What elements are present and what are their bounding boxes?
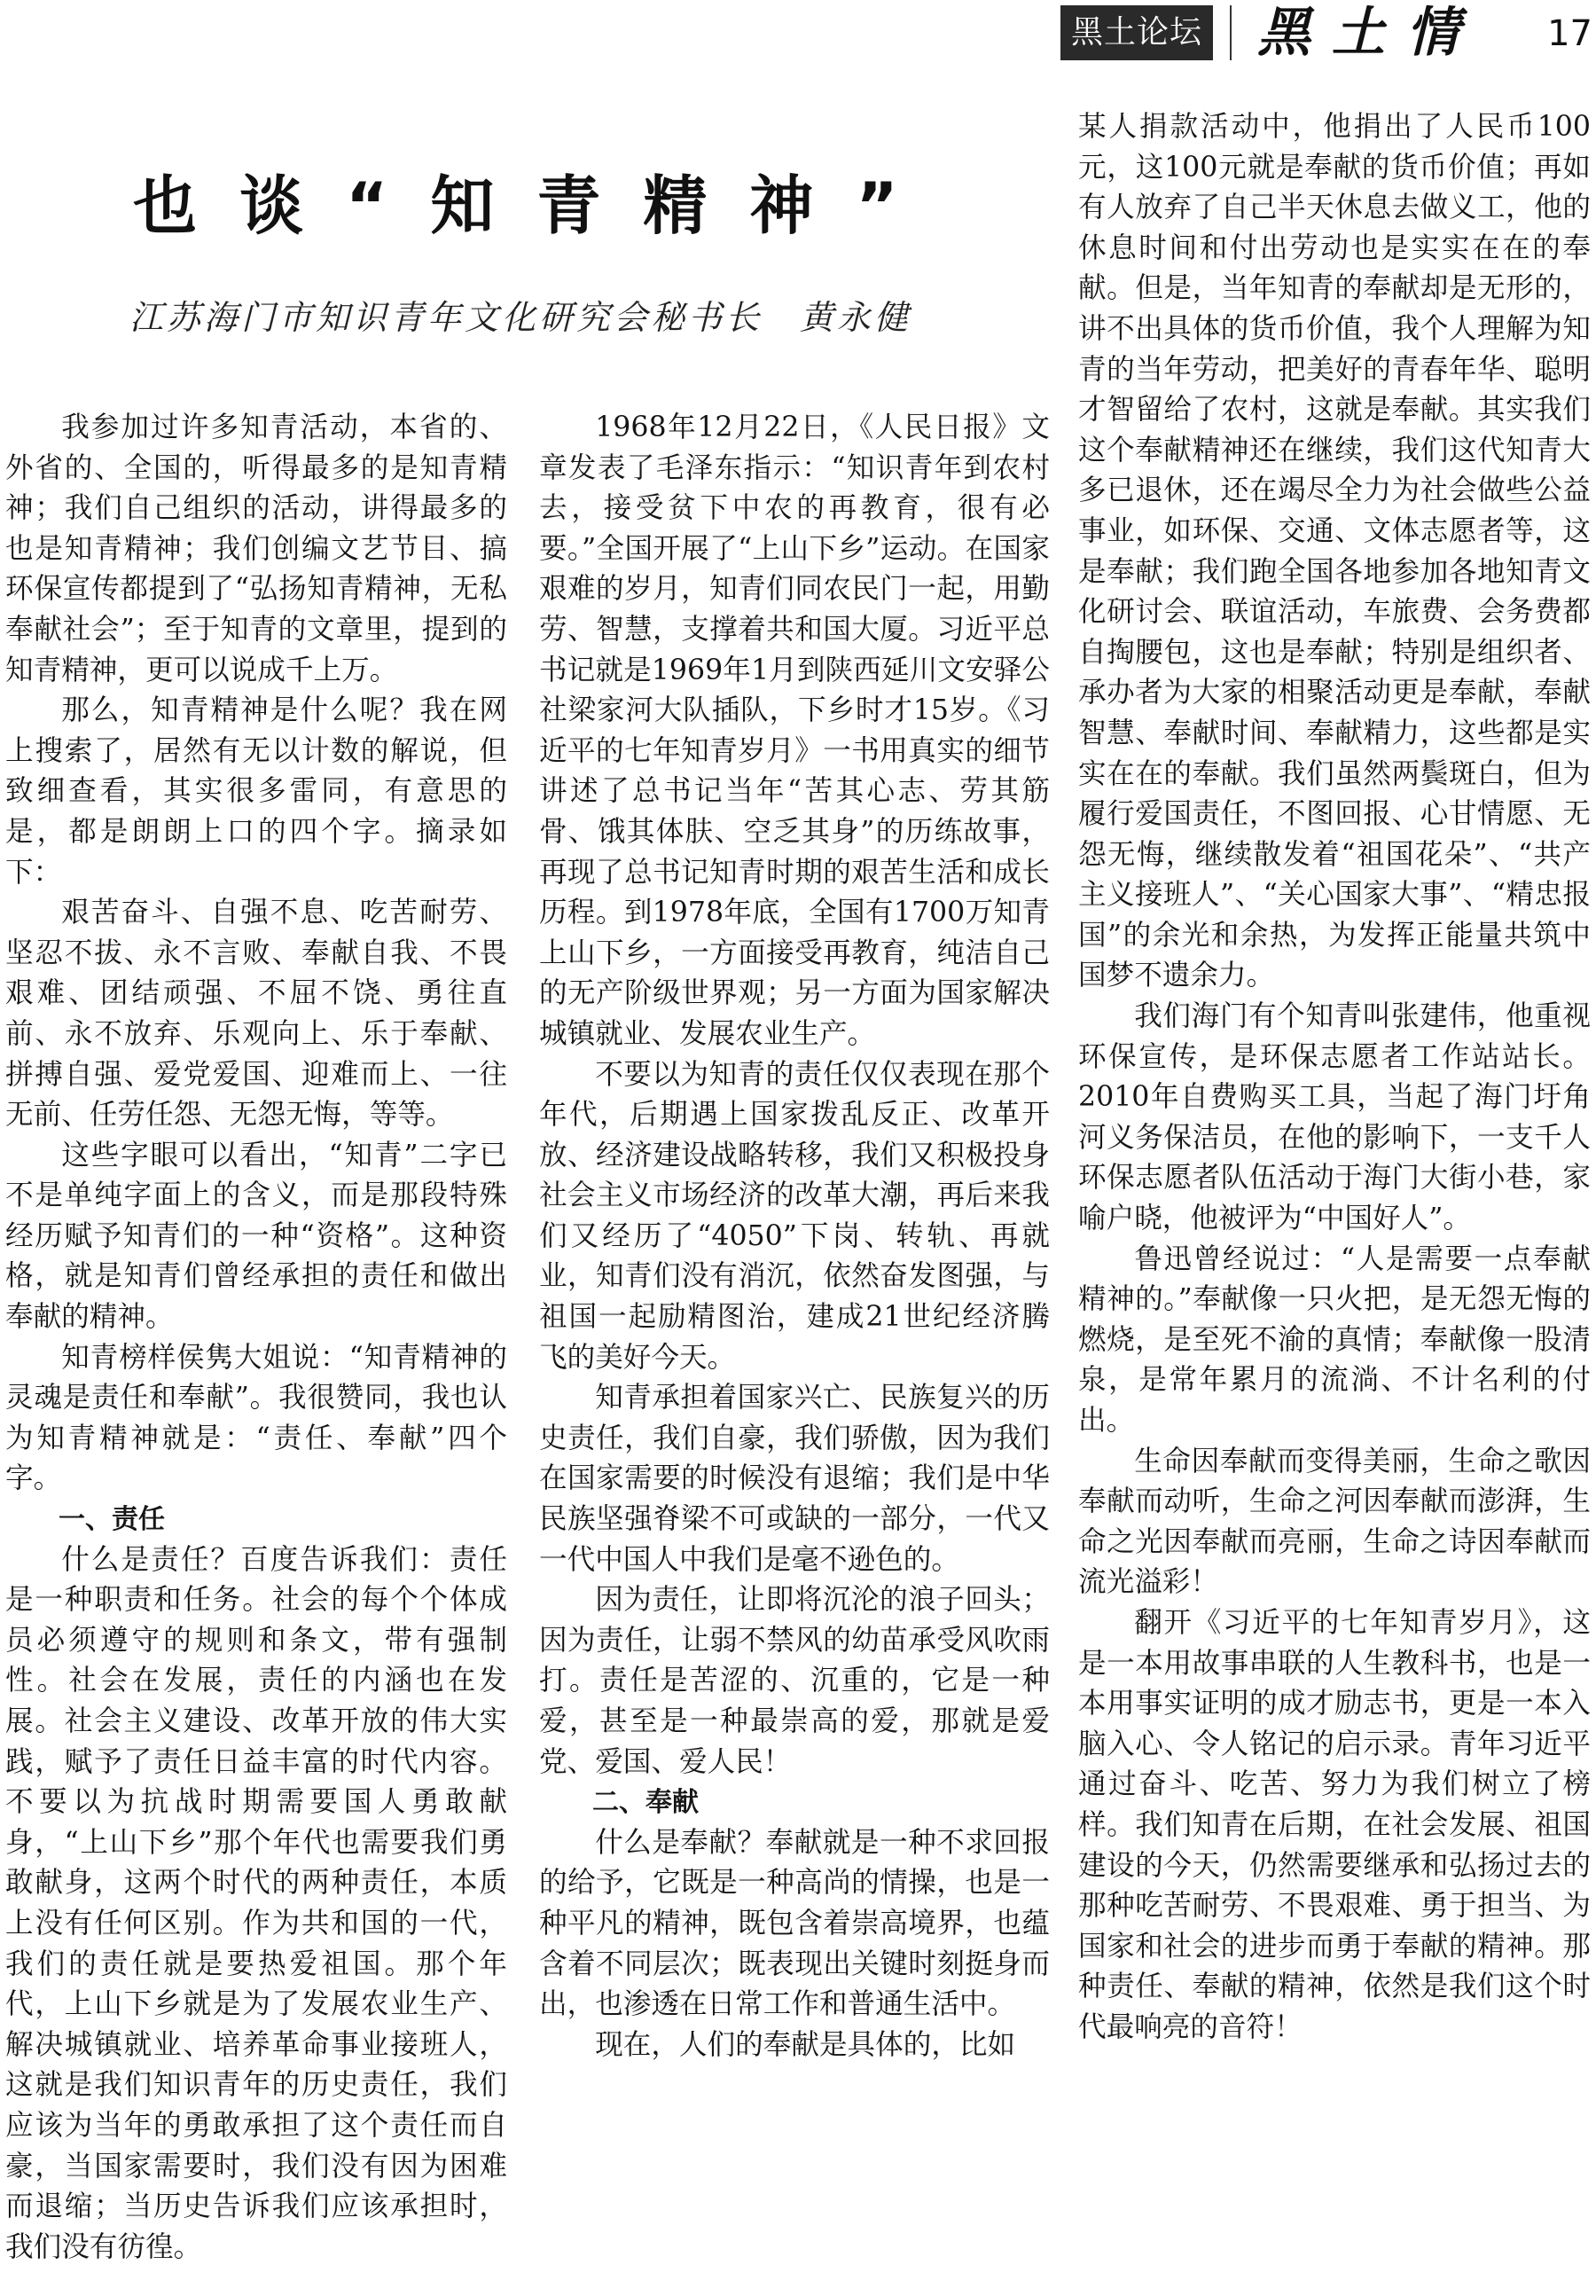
article-byline: 江苏海门市知识青年文化研究会秘书长 黄永健 (129, 298, 912, 337)
paragraph: 什么是责任？百度告诉我们：责任是一种职责和任务。社会的每个个体成员必须遵守的规则和条文，带有强制性。社会在发展，责任的内涵也在发展。社会主义建设、改革开放的伟大实践，赋予了责任日益丰富的时代内容。不要以为抗战时期需要国人勇敢献身，“上山下乡”那个年代也需要我们勇敢献身，这两个时代的两种责任，本质上没有任何区别。作为共和国的一代，我们的责任就是要热爱祖国。那个年代，上山下乡就是为了发展农业生产、解决城镇就业、培养革命事业接班人，这就是我们知识青年的历史责任，我们应该为当年的勇敢承担了这个责任而自豪，当国家需要时，我们没有因为困难而退缩；当历史告诉我们应该承担时，我们没有彷徨。 (5, 1543, 507, 2263)
paragraph: 什么是奉献？奉献就是一种不求回报的给予，它既是一种高尚的情操，也是一种平凡的精神，既包含着崇高境界，也蕴含着不同层次；既表现出关键时刻挺身而出，也渗透在日常工作和普通生活中。 (539, 1826, 1050, 2021)
paragraph: 知青榜样侯隽大姐说：“知青精神的灵魂是责任和奉献”。我很赞同，我也认为知青精神就是：“责任、奉献”四个字。 (5, 1341, 507, 1495)
text-column-3 (1078, 107, 1591, 2049)
paragraph: 翻开《习近平的七年知青岁月》，这是一本用故事串联的人生教科书，也是一本用事实证明的成才励志书，更是一本入脑入心、令人铭记的启示录。青年习近平通过奋斗、吃苦、努力为我们树立了榜样。我们知青在后期，在社会发展、祖国建设的今天，仍然需要继承和弘扬过去的那种吃苦耐劳、不畏艰难、勇于担当、为国家和社会的进步而勇于奉献的精神。那种责任、奉献的精神，依然是我们这个时代最响亮的音符！ (1078, 1606, 1591, 2043)
column-section-label: 黑土论坛 (1060, 5, 1213, 60)
paragraph: 我参加过许多知青活动，本省的、外省的、全国的，听得最多的是知青精神；我们自己组织的活动，讲得最多的也是知青精神；我们创编文艺节目、搞环保宣传都提到了“弘扬知青精神，无私奉献社会”；至于知青的文章里，提到的知青精神，更可以说成千上万。 (5, 411, 507, 686)
section-heading: 二、奉献 (592, 1787, 699, 1819)
page-number: 17 (1547, 13, 1592, 54)
paragraph: 因为责任，让即将沉沦的浪子回头；因为责任，让弱不禁风的幼苗承受风吹雨打。责任是苦涩的、沉重的，它是一种爱，甚至是一种最崇高的爱，那就是爱党、爱国、爱人民！ (539, 1584, 1050, 1778)
magazine-logo: 黑土情 (1257, 2, 1481, 64)
text-column-2 (539, 408, 1050, 2065)
paragraph: 鲁迅曾经说过：“人是需要一点奉献精神的。”奉献像一只火把，是无怨无悔的燃烧，是至死不渝的真情；奉献像一股清泉，是常年累月的流淌、不计名利的付出。 (1078, 1242, 1591, 1437)
paragraph: 现在，人们的奉献是具体的，比如 (595, 2028, 1016, 2061)
paragraph: 我们海门有个知青叫张建伟，他重视环保宣传，是环保志愿者工作站站长。2010年自费购买工具，当起了海门圩角河义务保洁员，在他的影响下，一支千人环保志愿者队伍活动于海门大街小巷，家喻户晓，他被评为“中国好人”。 (1078, 1000, 1591, 1235)
paragraph: 1968年12月22日，《人民日报》文章发表了毛泽东指示：“知识青年到农村去，接受贫下中农的再教育，很有必要。”全国开展了“上山下乡”运动。在国家艰难的岁月，知青们同农民门一起，用勤劳、智慧，支撑着共和国大厦。习近平总书记就是1969年1月到陕西延川文安驿公社梁家河大队插队，下乡时才15岁。《习近平的七年知青岁月》一书用真实的细节讲述了总书记当年“苦其心志、劳其筋骨、饿其体肤、空乏其身”的历练故事，再现了总书记知青时期的艰苦生活和成长历程。到1978年底，全国有1700万知青上山下乡，一方面接受再教育，纯洁自己的无产阶级世界观；另一方面为国家解决城镇就业、发展农业生产。 (539, 411, 1050, 1050)
article-title: 也谈“知青精神” (133, 168, 941, 243)
paragraph: 知青承担着国家兴亡、民族复兴的历史责任，我们自豪，我们骄傲，因为我们在国家需要的时候没有退缩；我们是中华民族坚强脊梁不可或缺的一部分，一代又一代中国人中我们是毫不逊色的。 (539, 1382, 1050, 1576)
paragraph: 生命因奉献而变得美丽，生命之歌因奉献而动听，生命之河因奉献而澎湃，生命之光因奉献而亮丽，生命之诗因奉献而流光溢彩！ (1078, 1445, 1591, 1599)
paragraph: 不要以为知青的责任仅仅表现在那个年代，后期遇上国家拨乱反正、改革开放、经济建设战略转移，我们又积极投身社会主义市场经济的改革大潮，再后来我们又经历了“4050”下岗、转轨、再就业，知青们没有消沉，依然奋发图强，与祖国一起励精图治，建成21世纪经济腾飞的美好今天。 (539, 1058, 1050, 1374)
paragraph: 某人捐款活动中，他捐出了人民币100元，这100元就是奉献的货币价值；再如有人放弃了自己半天休息去做义工，他的休息时间和付出劳动也是实实在在的奉献。但是，当年知青的奉献却是无形的，讲不出具体的货币价值，我个人理解为知青的当年劳动，把美好的青春年华、聪明才智留给了农村，这就是奉献。其实我们这个奉献精神还在继续，我们这代知青大多已退休，还在竭尽全力为社会做些公益事业，如环保、交通、文体志愿者等，这是奉献；我们跑全国各地参加各地知青文化研讨会、联谊活动，车旅费、会务费都自掏腰包，这也是奉献；特别是组织者、承办者为大家的相聚活动更是奉献，奉献智慧、奉献时间、奉献精力，这些都是实实在在的奉献。我们虽然两鬓斑白，但为履行爱国责任，不图回报、心甘情愿、无怨无悔，继续散发着“祖国花朵”、“共产主义接班人”、“关心国家大事”、“精忠报国”的余光和余热，为发挥正能量共筑中国梦不遗余力。 (1078, 111, 1591, 992)
paragraph: 这些字眼可以看出，“知青”二字已不是单纯字面上的含义，而是那段特殊经历赋予知青们的一种“资格”。这种资格，就是知青们曾经承担的责任和做出奉献的精神。 (5, 1139, 507, 1334)
section-heading: 一、责任 (59, 1504, 165, 1536)
text-column-1 (5, 408, 507, 2268)
paragraph: 艰苦奋斗、自强不息、吃苦耐劳、坚忍不拔、永不言败、奉献自我、不畏艰难、团结顽强、不屈不饶、勇往直前、永不放弃、乐观向上、乐于奉献、拼搏自强、爱党爱国、迎难而上、一往无前、任劳任怨、无怨无悔，等等。 (5, 897, 507, 1132)
header-divider (1230, 5, 1232, 60)
paragraph: 那么，知青精神是什么呢？我在网上搜索了，居然有无以计数的解说，但致细查看，其实很多雷同，有意思的是，都是朗朗上口的四个字。摘录如下： (5, 694, 507, 889)
